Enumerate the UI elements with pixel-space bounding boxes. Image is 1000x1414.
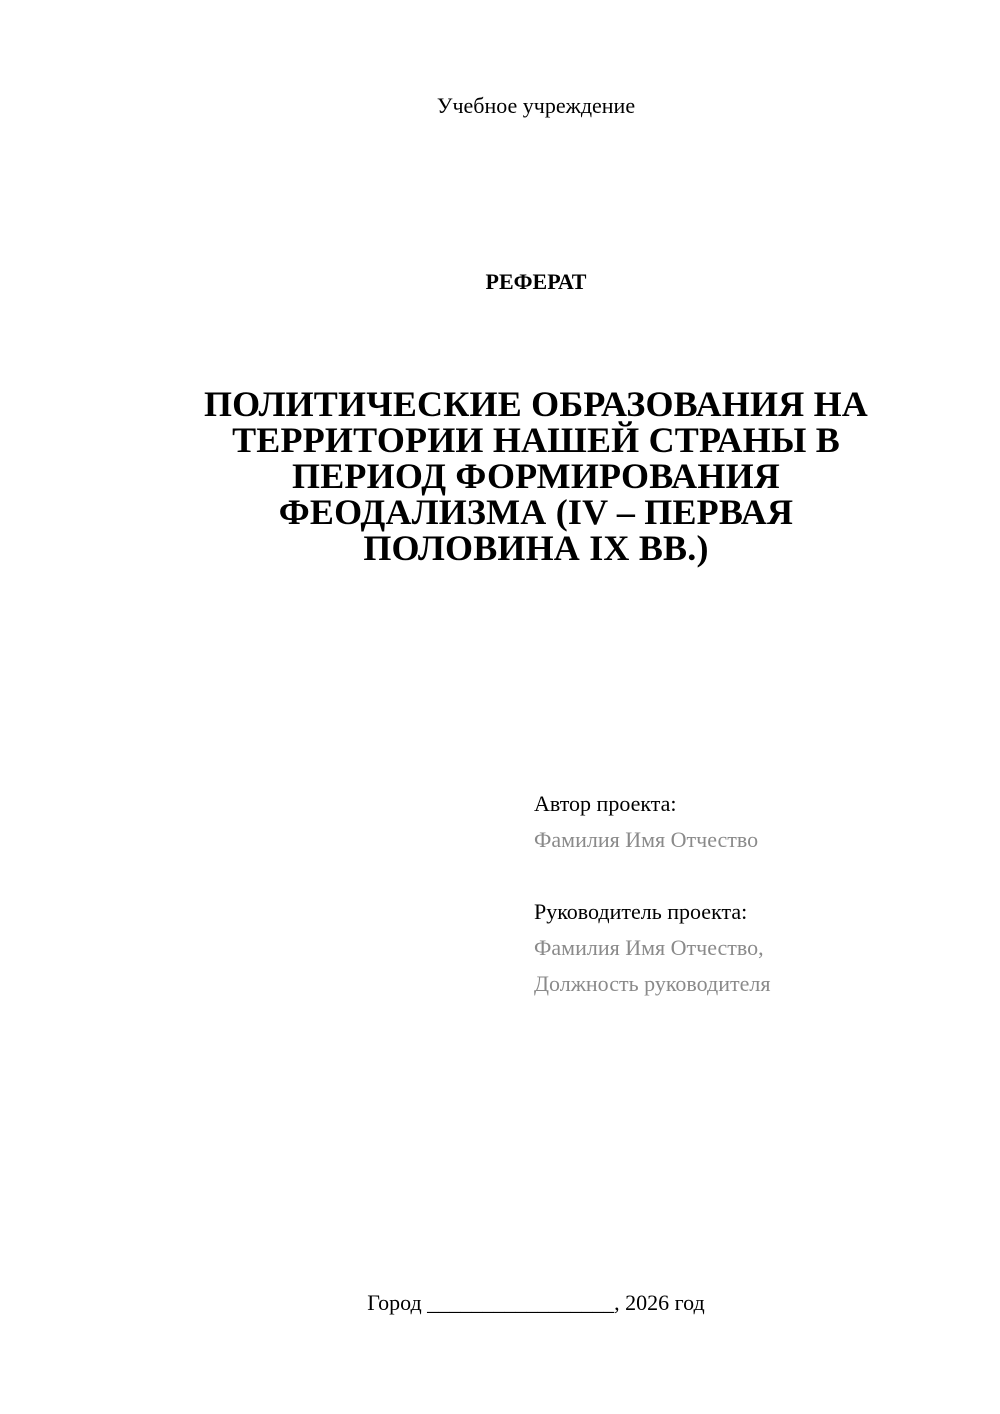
supervisor-position: Должность руководителя <box>534 971 771 996</box>
institution-name: Учебное учреждение <box>436 93 636 118</box>
supervisor-block <box>534 894 770 1002</box>
author-name: Фамилия Имя Отчество <box>534 827 759 852</box>
title-line: ПОЛИТИЧЕСКИЕ ОБРАЗОВАНИЯ НА <box>203 384 869 424</box>
city-year-line: Город _________________, 2026 год <box>367 1290 705 1315</box>
title-line: ТЕРРИТОРИИ НАШЕЙ СТРАНЫ В <box>232 420 840 460</box>
supervisor-name: Фамилия Имя Отчество, <box>534 935 764 960</box>
title-line: ПОЛОВИНА IX ВВ.) <box>363 528 709 568</box>
author-block <box>534 786 758 858</box>
title-line: ФЕОДАЛИЗМА (IV – ПЕРВАЯ <box>278 492 794 532</box>
supervisor-label: Руководитель проекта: <box>534 899 748 924</box>
document-type: РЕФЕРАТ <box>485 269 587 294</box>
document-title <box>160 386 912 566</box>
author-label: Автор проекта: <box>534 791 677 816</box>
title-line: ПЕРИОД ФОРМИРОВАНИЯ <box>292 456 780 496</box>
